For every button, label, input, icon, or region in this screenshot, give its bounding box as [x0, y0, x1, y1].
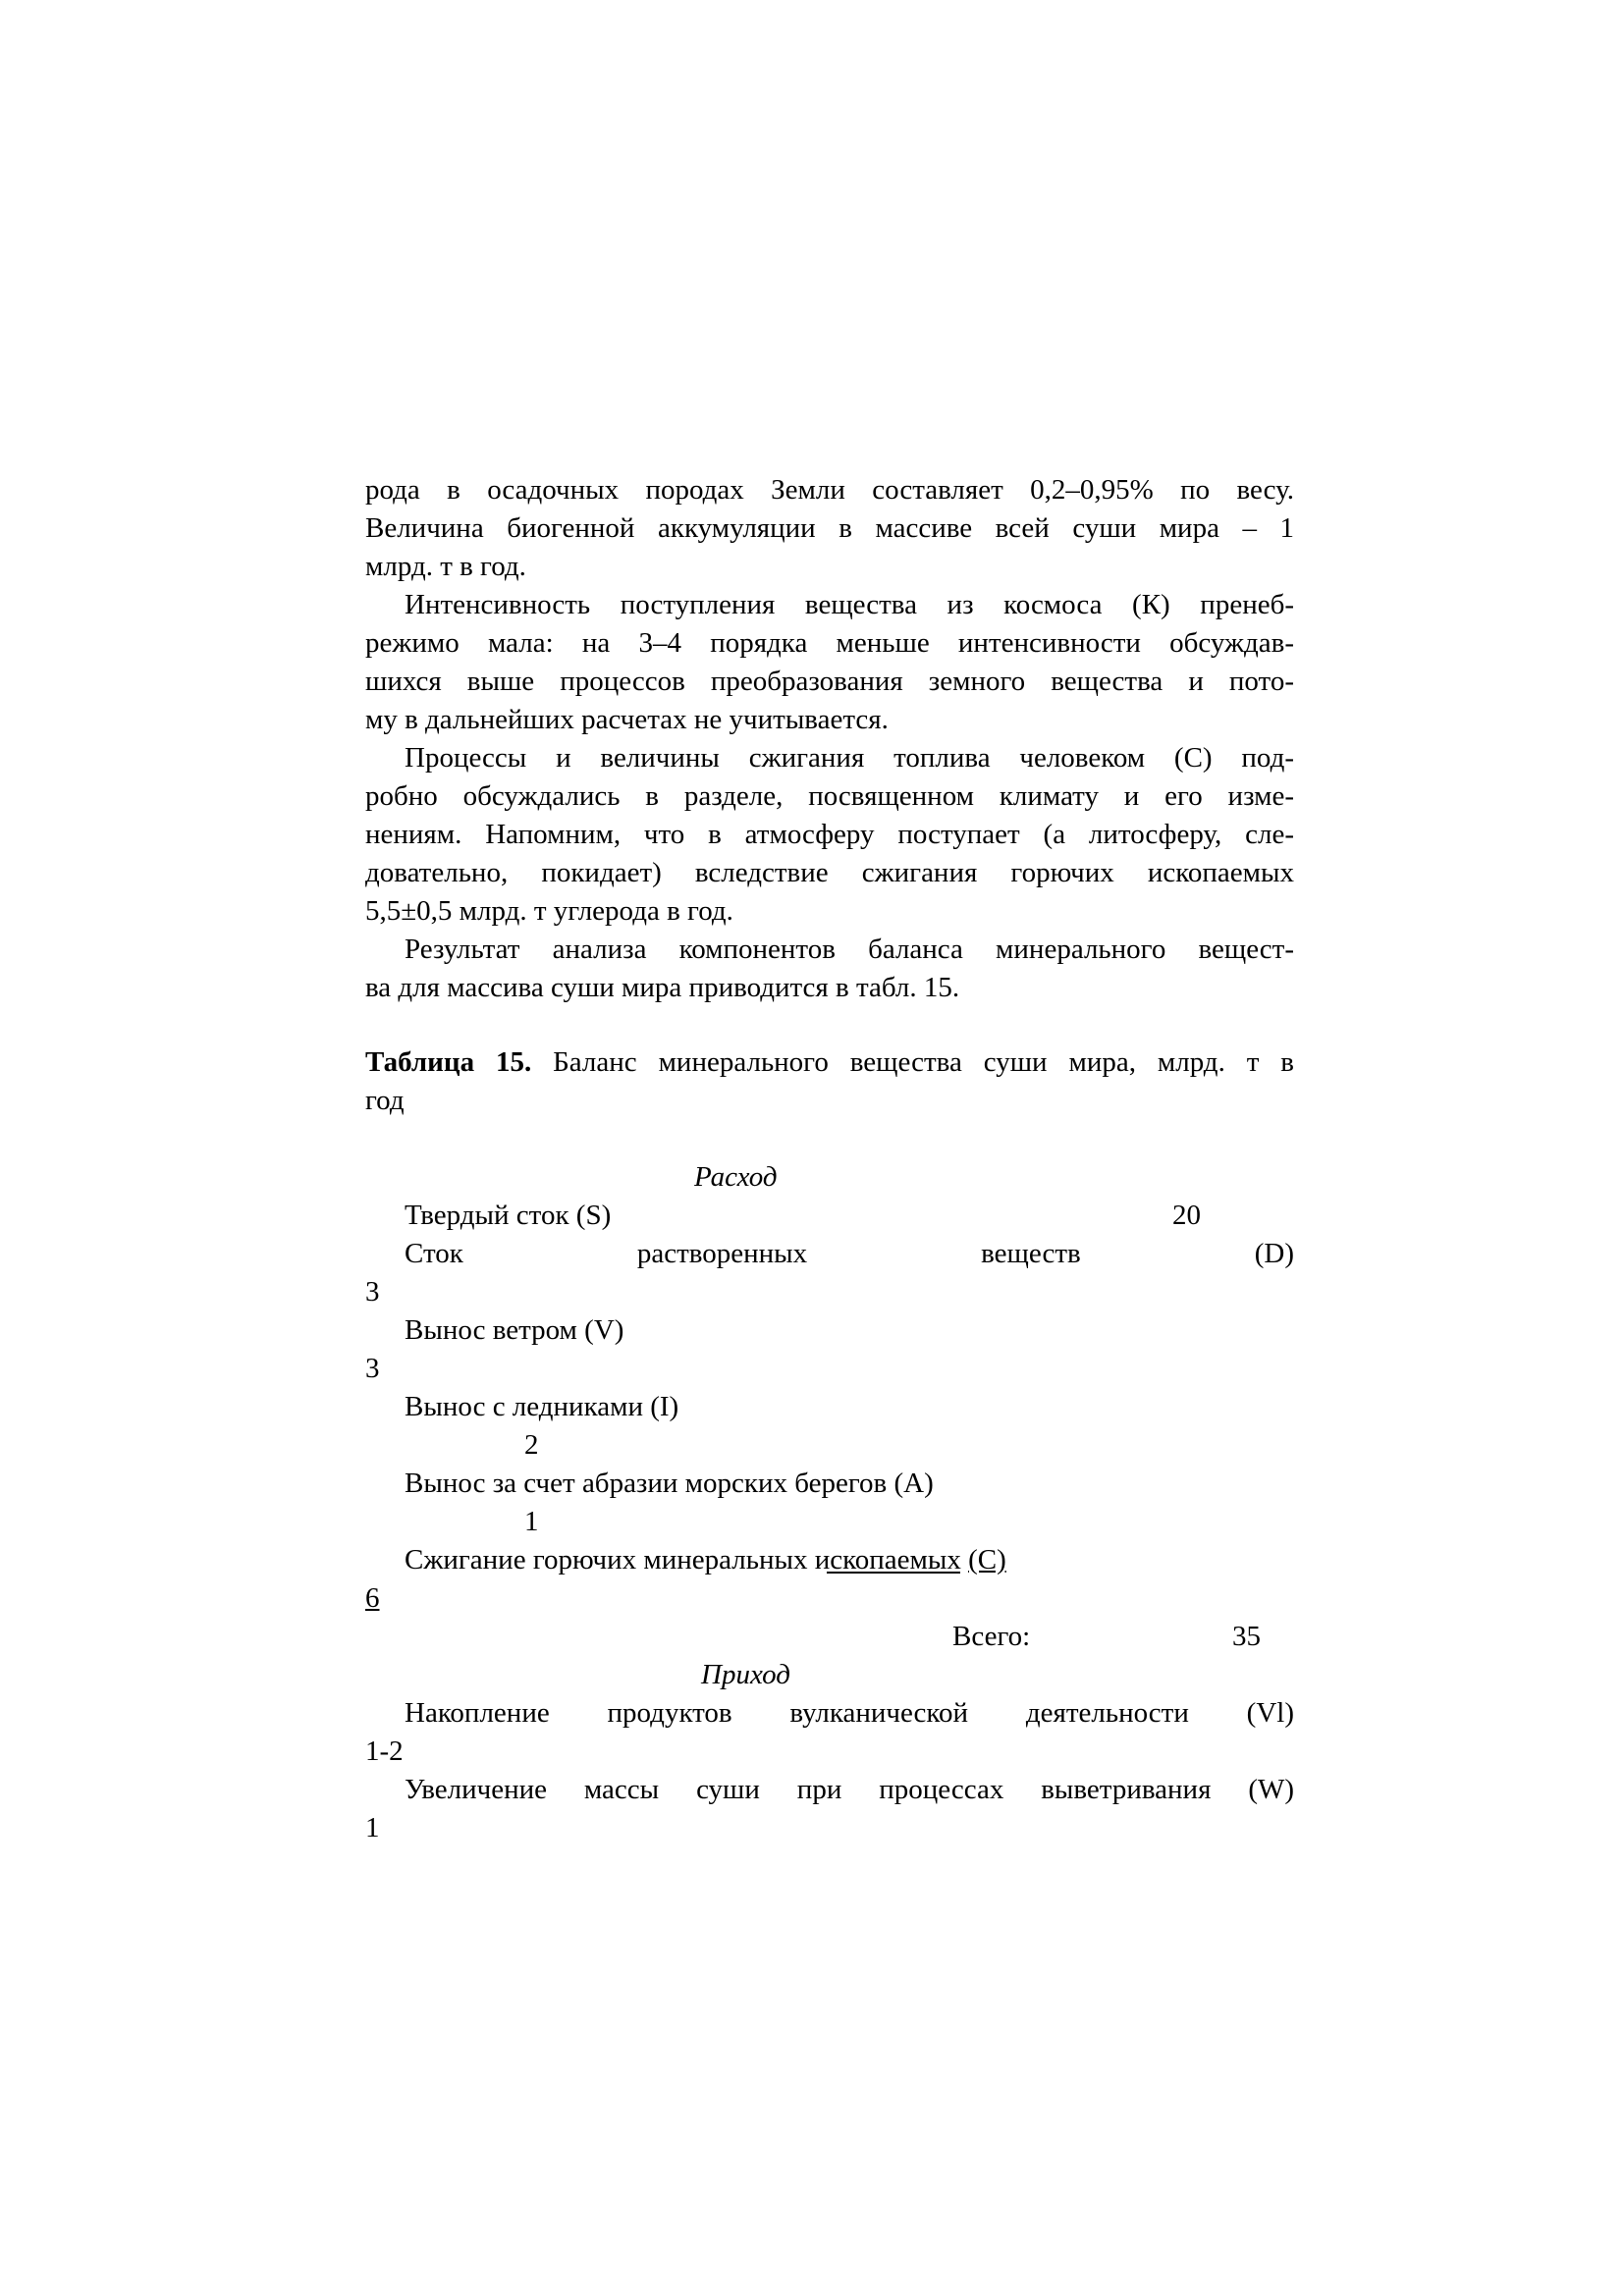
- row-value: 20: [1172, 1200, 1201, 1231]
- text-line: Величина биогенной аккумуляции в массиве всей суши мира – 1: [365, 512, 1294, 544]
- row-value: 3: [365, 1353, 380, 1384]
- section-heading-income: Приход: [701, 1659, 790, 1690]
- text-line: 5,5±0,5 млрд. т углерода в год.: [365, 895, 733, 927]
- row-value: 6: [365, 1582, 380, 1614]
- caption-line: [365, 1043, 1294, 1082]
- label-text: Сжигание горючих минеральных ископаемых: [405, 1544, 969, 1575]
- text-line: Результат анализа компонентов баланса минерального вещест-: [405, 934, 1294, 965]
- text-line: шихся выше процессов преобразования земного вещества и пото-: [365, 666, 1294, 697]
- row-label: [365, 1694, 1294, 1733]
- row-label: [405, 1541, 1006, 1579]
- word: вулканической: [789, 1697, 969, 1729]
- text-line: довательно, покидает) вследствие сжигания горючих ископаемых: [365, 857, 1294, 888]
- row-value: 1: [365, 1812, 380, 1843]
- word: Накопление: [405, 1697, 550, 1729]
- total-value: 35: [1232, 1621, 1261, 1652]
- row-label: Вынос с ледниками (I): [405, 1391, 679, 1422]
- word: при: [796, 1774, 842, 1805]
- row-label: [365, 1771, 1294, 1809]
- word: (Vl): [1246, 1697, 1294, 1729]
- row-label: Твердый сток (S): [405, 1200, 612, 1231]
- row-value: 3: [365, 1276, 380, 1308]
- row-label: [365, 1235, 1294, 1273]
- row-value: 2: [524, 1429, 539, 1461]
- caption-label: Таблица 15.: [365, 1046, 532, 1078]
- text-line: робно обсуждались в разделе, посвященном климату и его изме-: [365, 780, 1294, 812]
- caption-text: Баланс минерального вещества суши мира, млрд. т в: [531, 1046, 1294, 1078]
- word: процессах: [879, 1774, 1004, 1805]
- text-line: нениям. Напомним, что в атмосферу поступает (а литосферу, сле-: [365, 819, 1294, 850]
- word: (W): [1248, 1774, 1294, 1805]
- word: Увеличение: [405, 1774, 548, 1805]
- row-value: 1: [524, 1506, 539, 1537]
- row-value: 1-2: [365, 1735, 404, 1767]
- word: суши: [696, 1774, 760, 1805]
- word: выветривания: [1041, 1774, 1212, 1805]
- row-label: Вынос ветром (V): [405, 1314, 624, 1346]
- text-line: Процессы и величины сжигания топлива человеком (С) под-: [405, 742, 1294, 774]
- word: (D): [1254, 1238, 1294, 1269]
- text-line: Интенсивность поступления вещества из космоса (К) пренеб-: [405, 589, 1294, 620]
- word: продуктов: [607, 1697, 732, 1729]
- word: веществ: [981, 1238, 1081, 1269]
- word: Сток: [405, 1238, 463, 1269]
- text-line: му в дальнейших расчетах не учитывается.: [365, 704, 889, 735]
- text-line: млрд. т в год.: [365, 551, 526, 582]
- word: массы: [583, 1774, 660, 1805]
- underline-rule: [827, 1572, 960, 1574]
- word: растворенных: [636, 1238, 808, 1269]
- text-line: режимо мала: на 3–4 порядка меньше интенсивности обсуждав-: [365, 627, 1294, 659]
- row-label: Вынос за счет абразии морских берегов (A): [405, 1468, 934, 1499]
- section-heading-expense: Расход: [694, 1161, 778, 1193]
- total-label: Всего:: [952, 1621, 1031, 1652]
- word: деятельности: [1025, 1697, 1189, 1729]
- text-line: ва для массива суши мира приводится в табл. 15.: [365, 972, 960, 1003]
- label-underlined: (С): [968, 1544, 1006, 1575]
- caption-line: год: [365, 1085, 405, 1116]
- text-line: рода в осадочных породах Земли составляет 0,2–0,95% по весу.: [365, 474, 1294, 506]
